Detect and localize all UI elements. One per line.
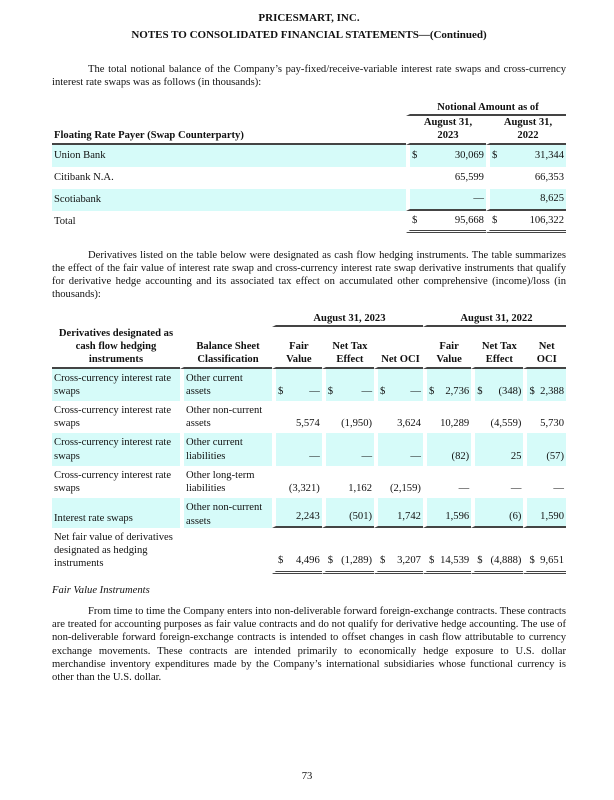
currency-symbol: $ — [374, 528, 388, 574]
classification — [180, 528, 272, 574]
subcol-header: Fair Value — [423, 327, 471, 369]
value-cell: (82) — [437, 433, 471, 465]
currency-symbol: $ — [374, 369, 388, 401]
currency-symbol — [374, 498, 388, 527]
currency-symbol — [272, 498, 286, 527]
currency-symbol: $ — [523, 528, 537, 574]
value-cell: — — [388, 433, 423, 465]
currency-symbol — [486, 189, 507, 211]
currency-symbol: $ — [486, 145, 507, 167]
amount-2022: 106,322 — [507, 211, 566, 233]
currency-symbol — [523, 498, 537, 527]
amount-2023: 65,599 — [454, 172, 484, 184]
instrument-name: Net fair value of derivatives designated as hedging instruments — [54, 531, 173, 570]
currency-symbol: $ — [471, 528, 485, 574]
currency-symbol — [374, 401, 388, 433]
value-cell: — — [458, 483, 470, 495]
currency-symbol: $ — [322, 528, 336, 574]
currency-symbol: $ — [523, 369, 537, 401]
currency-symbol — [322, 433, 336, 465]
value-cell: 14,539 — [437, 528, 471, 574]
row-label: Union Bank — [52, 145, 406, 167]
value-cell: 3,624 — [397, 418, 421, 430]
value-cell: 1,596 — [437, 498, 471, 527]
currency-symbol — [272, 466, 286, 498]
notional-header: Notional Amount as of — [406, 101, 566, 116]
subcol-header: Net OCI — [523, 327, 566, 369]
value-cell: 10,289 — [440, 418, 470, 430]
currency-symbol — [322, 498, 336, 527]
amount-2023: 30,069 — [429, 145, 486, 167]
currency-symbol — [471, 433, 485, 465]
group-2022: August 31, 2022 — [423, 312, 566, 327]
fair-value-paragraph: From time to time the Company enters into non-deliverable forward foreign-exchange contracts. These contracts are treated for accounting purposes as fair value contracts and do not qualify for derivative hedge accounting. The use of non-deliverable forward foreign-exchange contracts is intended to offset changes in cash flow attributable to currency exchange movements. These contracts are intended primarily to economically hedge exposure to U.S. dollar merchandise inventory expenditures made by the Company’s international subsidiaries whose functional currency is other than the U.S. dollar. — [52, 605, 566, 683]
value-cell: — — [388, 369, 423, 401]
value-cell: — — [510, 483, 522, 495]
currency-symbol: $ — [486, 211, 507, 233]
instrument-name: Cross-currency interest rate swaps — [52, 433, 180, 465]
currency-symbol — [523, 466, 537, 498]
value-cell: (6) — [485, 498, 523, 527]
table-row — [52, 145, 566, 167]
value-cell: 4,496 — [286, 528, 322, 574]
amount-2023: — — [429, 189, 486, 211]
currency-symbol: $ — [272, 369, 286, 401]
instrument-name: Cross-currency interest rate swaps — [54, 469, 172, 495]
subcol-header: Net OCI — [374, 327, 423, 369]
intro-paragraph: The total notional balance of the Company’s pay-fixed/receive-variable interest rate swaps and cross-currency interest rate swaps was as follows (in thousands): — [52, 63, 566, 88]
classification: Other non-current assets — [180, 498, 272, 527]
currency-symbol — [423, 401, 437, 433]
classification-header: Balance Sheet Classification — [180, 327, 272, 369]
currency-symbol — [406, 189, 429, 211]
instrument-name: Cross-currency interest rate swaps — [54, 405, 172, 430]
table-row — [52, 528, 566, 574]
value-cell: — — [336, 369, 374, 401]
value-cell: (57) — [537, 433, 566, 465]
table-row — [52, 498, 566, 527]
value-cell: (501) — [336, 498, 374, 527]
table-row — [52, 189, 566, 211]
value-cell: 3,207 — [388, 528, 423, 574]
amount-2022: 31,344 — [507, 145, 566, 167]
currency-symbol — [374, 466, 388, 498]
value-cell: 2,736 — [437, 369, 471, 401]
currency-symbol — [471, 466, 485, 498]
value-cell: — — [286, 369, 322, 401]
currency-symbol: $ — [272, 528, 286, 574]
table-row — [52, 167, 566, 189]
notional-table — [52, 101, 566, 233]
derivatives-paragraph: Derivatives listed on the table below were designated as cash flow hedging instruments. The table summarizes the effect of the fair value of interest rate swap and cross-currency interest rate swap derivative instruments that qualify for derivative hedge accounting and its associated tax effect on accumulated other comprehensive (income)/loss (in thousands): — [52, 249, 566, 301]
value-cell: 2,388 — [537, 369, 566, 401]
currency-symbol — [486, 167, 507, 189]
currency-symbol: $ — [423, 528, 437, 574]
value-cell: (1,289) — [336, 528, 374, 574]
row-label: Citibank N.A. — [54, 172, 114, 184]
page-subtitle: NOTES TO CONSOLIDATED FINANCIAL STATEMENTS—(Continued) — [131, 28, 487, 41]
row-label: Scotiabank — [52, 189, 406, 211]
value-cell: (2,159) — [390, 483, 421, 495]
value-cell: 1,162 — [348, 483, 373, 495]
classification: Other current assets — [180, 369, 272, 401]
currency-symbol — [423, 498, 437, 527]
amount-2022: 8,625 — [507, 189, 566, 211]
subcol-header: Net Tax Effect — [471, 327, 523, 369]
currency-symbol — [272, 401, 286, 433]
value-cell: (4,559) — [490, 418, 522, 430]
currency-symbol: $ — [471, 369, 485, 401]
value-cell: 2,243 — [286, 498, 322, 527]
instrument-name: Cross-currency interest rate swaps — [52, 369, 180, 401]
value-cell: — — [286, 433, 322, 465]
table-row — [52, 369, 566, 401]
currency-symbol — [523, 401, 537, 433]
derivatives-table — [52, 312, 566, 574]
currency-symbol — [471, 401, 485, 433]
classification: Other non-current assets — [180, 401, 272, 433]
currency-symbol: $ — [406, 145, 429, 167]
section-title: Fair Value Instruments — [52, 584, 150, 596]
currency-symbol: $ — [406, 211, 429, 233]
currency-symbol — [322, 466, 336, 498]
value-cell: 1,590 — [537, 498, 566, 527]
value-cell: 1,742 — [388, 498, 423, 527]
currency-symbol — [423, 466, 437, 498]
table-row — [52, 401, 566, 433]
value-cell: 25 — [485, 433, 523, 465]
col-2023: August 31, 2023 — [406, 116, 486, 144]
currency-symbol — [272, 433, 286, 465]
currency-symbol — [471, 498, 485, 527]
counterparty-header: Floating Rate Payer (Swap Counterparty) — [52, 116, 406, 144]
company-name: PRICESMART, INC. — [258, 12, 360, 24]
value-cell: 5,730 — [540, 418, 564, 430]
page-number: 73 — [301, 771, 313, 782]
value-cell: — — [553, 483, 564, 495]
classification: Other long-term liabilities — [180, 466, 272, 498]
currency-symbol — [322, 401, 336, 433]
value-cell: — — [336, 433, 374, 465]
instrument-header: Derivatives designated as cash flow hedging instruments — [52, 327, 180, 369]
instrument-name: Interest rate swaps — [52, 498, 180, 527]
subcol-header: Fair Value — [272, 327, 322, 369]
row-label: Total — [54, 216, 76, 228]
group-2023: August 31, 2023 — [272, 312, 423, 327]
table-row — [52, 466, 566, 498]
currency-symbol — [374, 433, 388, 465]
amount-2022: 66,353 — [534, 172, 564, 184]
value-cell: (348) — [485, 369, 523, 401]
value-cell: (3,321) — [288, 483, 320, 495]
col-2022: August 31, 2022 — [486, 116, 566, 144]
value-cell: (4,888) — [485, 528, 523, 574]
currency-symbol — [406, 167, 429, 189]
currency-symbol: $ — [423, 369, 437, 401]
currency-symbol — [423, 433, 437, 465]
table-row — [52, 433, 566, 465]
table-row — [52, 211, 566, 233]
value-cell: (1,950) — [341, 418, 373, 430]
subcol-header: Net Tax Effect — [322, 327, 374, 369]
currency-symbol: $ — [322, 369, 336, 401]
currency-symbol — [523, 433, 537, 465]
amount-2023: 95,668 — [429, 211, 486, 233]
value-cell: 5,574 — [295, 418, 320, 430]
classification: Other current liabilities — [180, 433, 272, 465]
value-cell: 9,651 — [537, 528, 566, 574]
